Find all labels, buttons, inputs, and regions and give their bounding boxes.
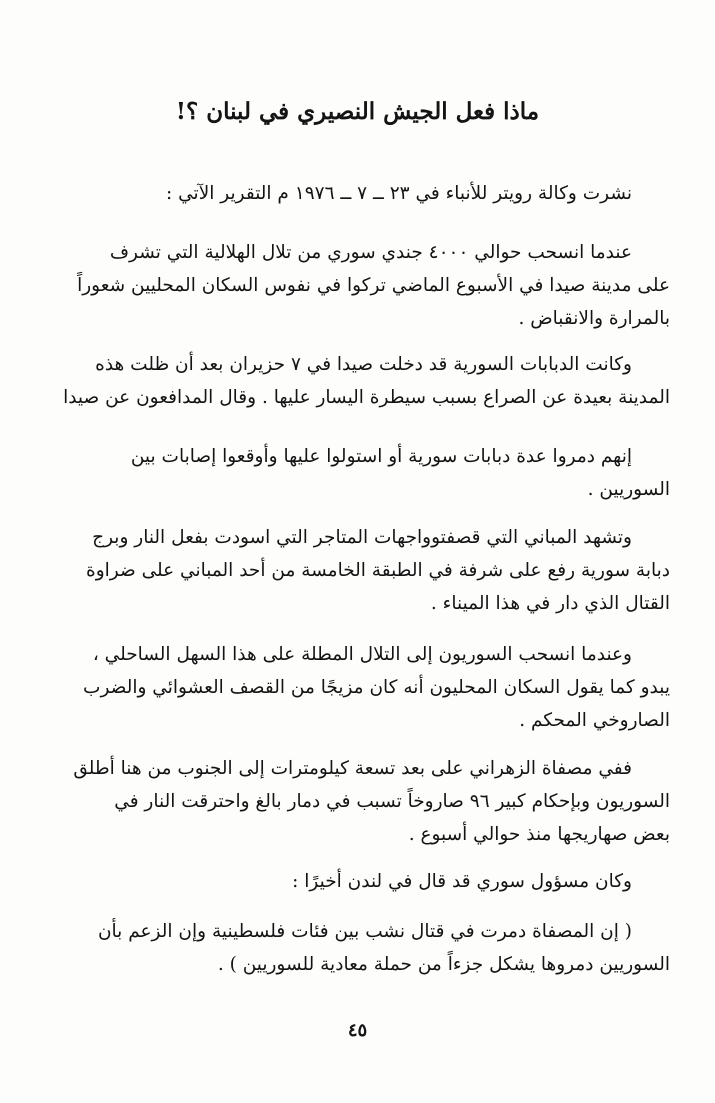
- paragraph-intro: [40, 177, 670, 210]
- paragraph-line: دبابة سورية رفع على شرفة في الطبقة الخامسة من أحد المباني على ضراوة: [86, 560, 670, 581]
- paragraph-line: وكانت الدبابات السورية قد دخلت صيدا في ٧ حزيران بعد أن ظلت هذه: [95, 354, 632, 375]
- paragraph-line: بعض صهاريجها منذ حوالي أسبوع .: [408, 824, 670, 845]
- paragraph-shelling: [40, 638, 670, 737]
- paragraph-line: ففي مصفاة الزهراني على بعد تسعة كيلومترات إلى الجنوب من هنا أطلق: [73, 758, 632, 779]
- paragraph-line: يبدو كما يقول السكان المحليون أنه كان مزيجًا من القصف العشوائي والضرب: [83, 677, 670, 698]
- paragraph-line: بالمرارة والانقباض .: [518, 308, 670, 329]
- paragraph-line: السوريين دمروها يشكل جزءاً من حملة معادية للسوريين ) .: [217, 954, 670, 975]
- paragraph-line: على مدينة صيدا في الأسبوع الماضي تركوا في نفوس السكان المحليين شعوراً: [77, 275, 670, 296]
- paragraph-line: وكان مسؤول سوري قد قال في لندن أخيرًا :: [292, 871, 632, 892]
- paragraph-withdrawal: [40, 236, 670, 335]
- paragraph-refinery: [40, 752, 670, 851]
- paragraph-line: عندما انسحب حوالي ٤٠٠٠ جندي سوري من تلال الهلالية التي تشرف: [109, 242, 632, 263]
- page-title: ماذا فعل الجيش النصيري في لبنان ؟!: [175, 98, 540, 125]
- page-number: ٤٥: [347, 1020, 368, 1041]
- paragraph-line: وعندما انسحب السوريون إلى التلال المطلة على هذا السهل الساحلي ،: [92, 644, 632, 665]
- paragraph-line: القتال الذي دار في هذا الميناء .: [430, 593, 670, 614]
- paragraph-tanks: [40, 348, 670, 414]
- paragraph-line: إنهم دمروا عدة دبابات سورية أو استولوا عليها وأوقعوا إصابات بين: [130, 446, 632, 467]
- paragraph-quote: [40, 915, 670, 981]
- paragraph-defenders: [40, 440, 670, 506]
- paragraph-buildings: [40, 521, 670, 620]
- paragraph-line: المدينة بعيدة عن الصراع بسبب سيطرة اليسار عليها . وقال المدافعون عن صيدا: [63, 387, 670, 408]
- paragraph-line: نشرت وكالة رويتر للأنباء في ٢٣ ــ ٧ ــ ١٩٧٦ م التقرير الآتي :: [166, 183, 632, 204]
- paragraph-line: وتشهد المباني التي قصفتوواجهات المتاجر التي اسودت بفعل النار وبرج: [92, 527, 632, 548]
- paragraph-official: [40, 865, 670, 898]
- paragraph-line: ( إن المصفاة دمرت في قتال نشب بين فئات فلسطينية وإن الزعم بأن: [97, 921, 632, 942]
- paragraph-line: الصاروخي المحكم .: [519, 710, 670, 731]
- paragraph-line: السوريين .: [587, 479, 670, 500]
- paragraph-line: السوريون وبإحكام كبير ٩٦ صاروخاً تسبب في دمار بالغ واحترقت النار في: [114, 791, 670, 812]
